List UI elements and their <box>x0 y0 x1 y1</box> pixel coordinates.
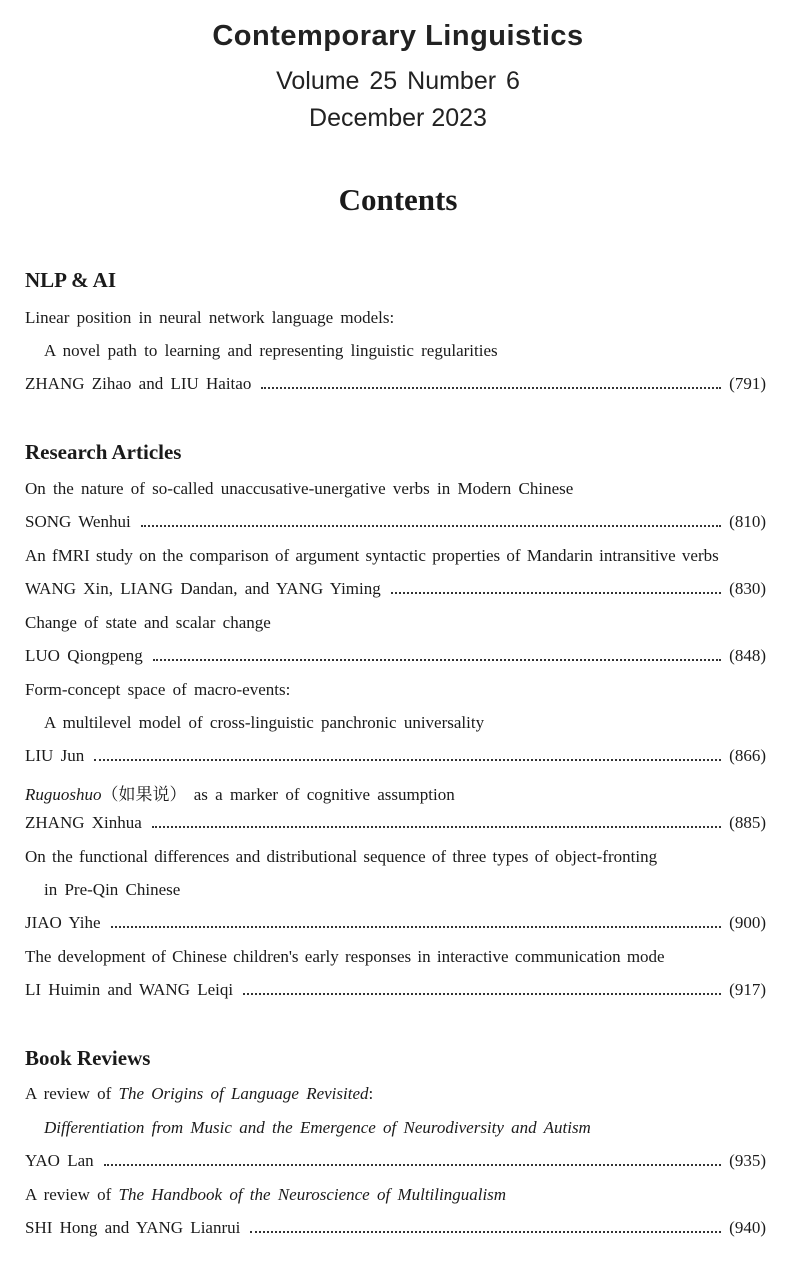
section-heading-research: Research Articles <box>25 440 182 464</box>
article-title: On the nature of so-called unaccusative-unergative verbs in Modern Chinese <box>25 479 574 498</box>
article-title <box>25 780 766 804</box>
article-authors: LIU Jun <box>25 746 85 765</box>
article-title <box>25 1185 766 1209</box>
dot-leader <box>153 659 721 661</box>
toc-entry <box>25 579 766 603</box>
article-title-italic: The Origins of Language Revisited <box>118 1084 369 1103</box>
dot-leader <box>104 1164 722 1166</box>
page-number: (900) <box>729 913 766 932</box>
page-number: (885) <box>729 813 766 832</box>
contents-heading: Contents <box>338 182 458 217</box>
volume-number: Volume 25 Number 6 <box>276 67 520 95</box>
article-title: On the functional differences and distributional sequence of three types of object-fronting <box>25 847 658 866</box>
page-number: (917) <box>729 980 766 999</box>
article-title-prefix: A review of <box>25 1084 119 1103</box>
article-title: Form-concept space of macro-events: <box>25 680 291 699</box>
article-authors: ZHANG Zihao and LIU Haitao <box>25 374 252 393</box>
article-title: Linear position in neural network language models: <box>25 308 395 327</box>
article-title-continued: A multilevel model of cross-linguistic panchronic universality <box>44 713 485 732</box>
article-title-italic: Ruguoshuo <box>25 785 102 804</box>
section-heading-reviews: Book Reviews <box>25 1046 151 1070</box>
dot-leader <box>111 926 722 928</box>
toc-entry <box>25 374 766 398</box>
dot-leader <box>261 387 721 389</box>
toc-entry <box>25 646 766 670</box>
dot-leader <box>141 525 721 527</box>
toc-entry <box>25 512 766 536</box>
toc-entry <box>25 980 766 1004</box>
article-authors: SHI Hong and YANG Lianrui <box>25 1218 241 1237</box>
toc-entry <box>25 913 766 937</box>
dot-leader <box>94 759 721 761</box>
article-title-italic: The Handbook of the Neuroscience of Multilingualism <box>118 1185 507 1204</box>
article-authors: ZHANG Xinhua <box>25 813 142 832</box>
article-title: An fMRI study on the comparison of argument syntactic properties of Mandarin intransitive verbs <box>25 546 719 565</box>
article-authors: YAO Lan <box>25 1151 94 1170</box>
article-title-continued: in Pre-Qin Chinese <box>44 880 181 899</box>
article-authors: JIAO Yihe <box>25 913 101 932</box>
page-number: (848) <box>729 646 766 665</box>
page-number: (866) <box>729 746 766 765</box>
section-heading-nlp: NLP & AI <box>25 268 117 292</box>
toc-entry <box>25 813 766 837</box>
dot-leader <box>391 592 721 594</box>
issue-date: December 2023 <box>309 104 487 132</box>
toc-entry <box>25 1151 766 1175</box>
article-authors: LUO Qiongpeng <box>25 646 143 665</box>
dot-leader <box>243 993 721 995</box>
page-number: (810) <box>729 512 766 531</box>
dot-leader <box>152 826 721 828</box>
article-authors: SONG Wenhui <box>25 512 131 531</box>
article-title-suffix: : <box>368 1084 374 1103</box>
page-number: (830) <box>729 579 766 598</box>
page-number: (791) <box>729 374 766 393</box>
page-number: (935) <box>729 1151 766 1170</box>
article-title: The development of Chinese children's early responses in interactive communication mode <box>25 947 665 966</box>
article-title <box>25 1084 766 1108</box>
toc-entry <box>25 746 766 770</box>
article-title-prefix: A review of <box>25 1185 119 1204</box>
toc-entry <box>25 1218 766 1242</box>
article-title: Change of state and scalar change <box>25 613 271 632</box>
article-title-continued: A novel path to learning and representing linguistic regularities <box>44 341 498 360</box>
article-title-continued: Differentiation from Music and the Emergence of Neurodiversity and Autism <box>44 1118 591 1137</box>
page-number: (940) <box>729 1218 766 1237</box>
article-authors: WANG Xin, LIANG Dandan, and YANG Yiming <box>25 579 381 598</box>
article-authors: LI Huimin and WANG Leiqi <box>25 980 234 999</box>
article-title-rest: （如果说） as a marker of cognitive assumption <box>101 785 455 804</box>
journal-title: Contemporary Linguistics <box>212 20 584 52</box>
dot-leader <box>250 1231 721 1233</box>
